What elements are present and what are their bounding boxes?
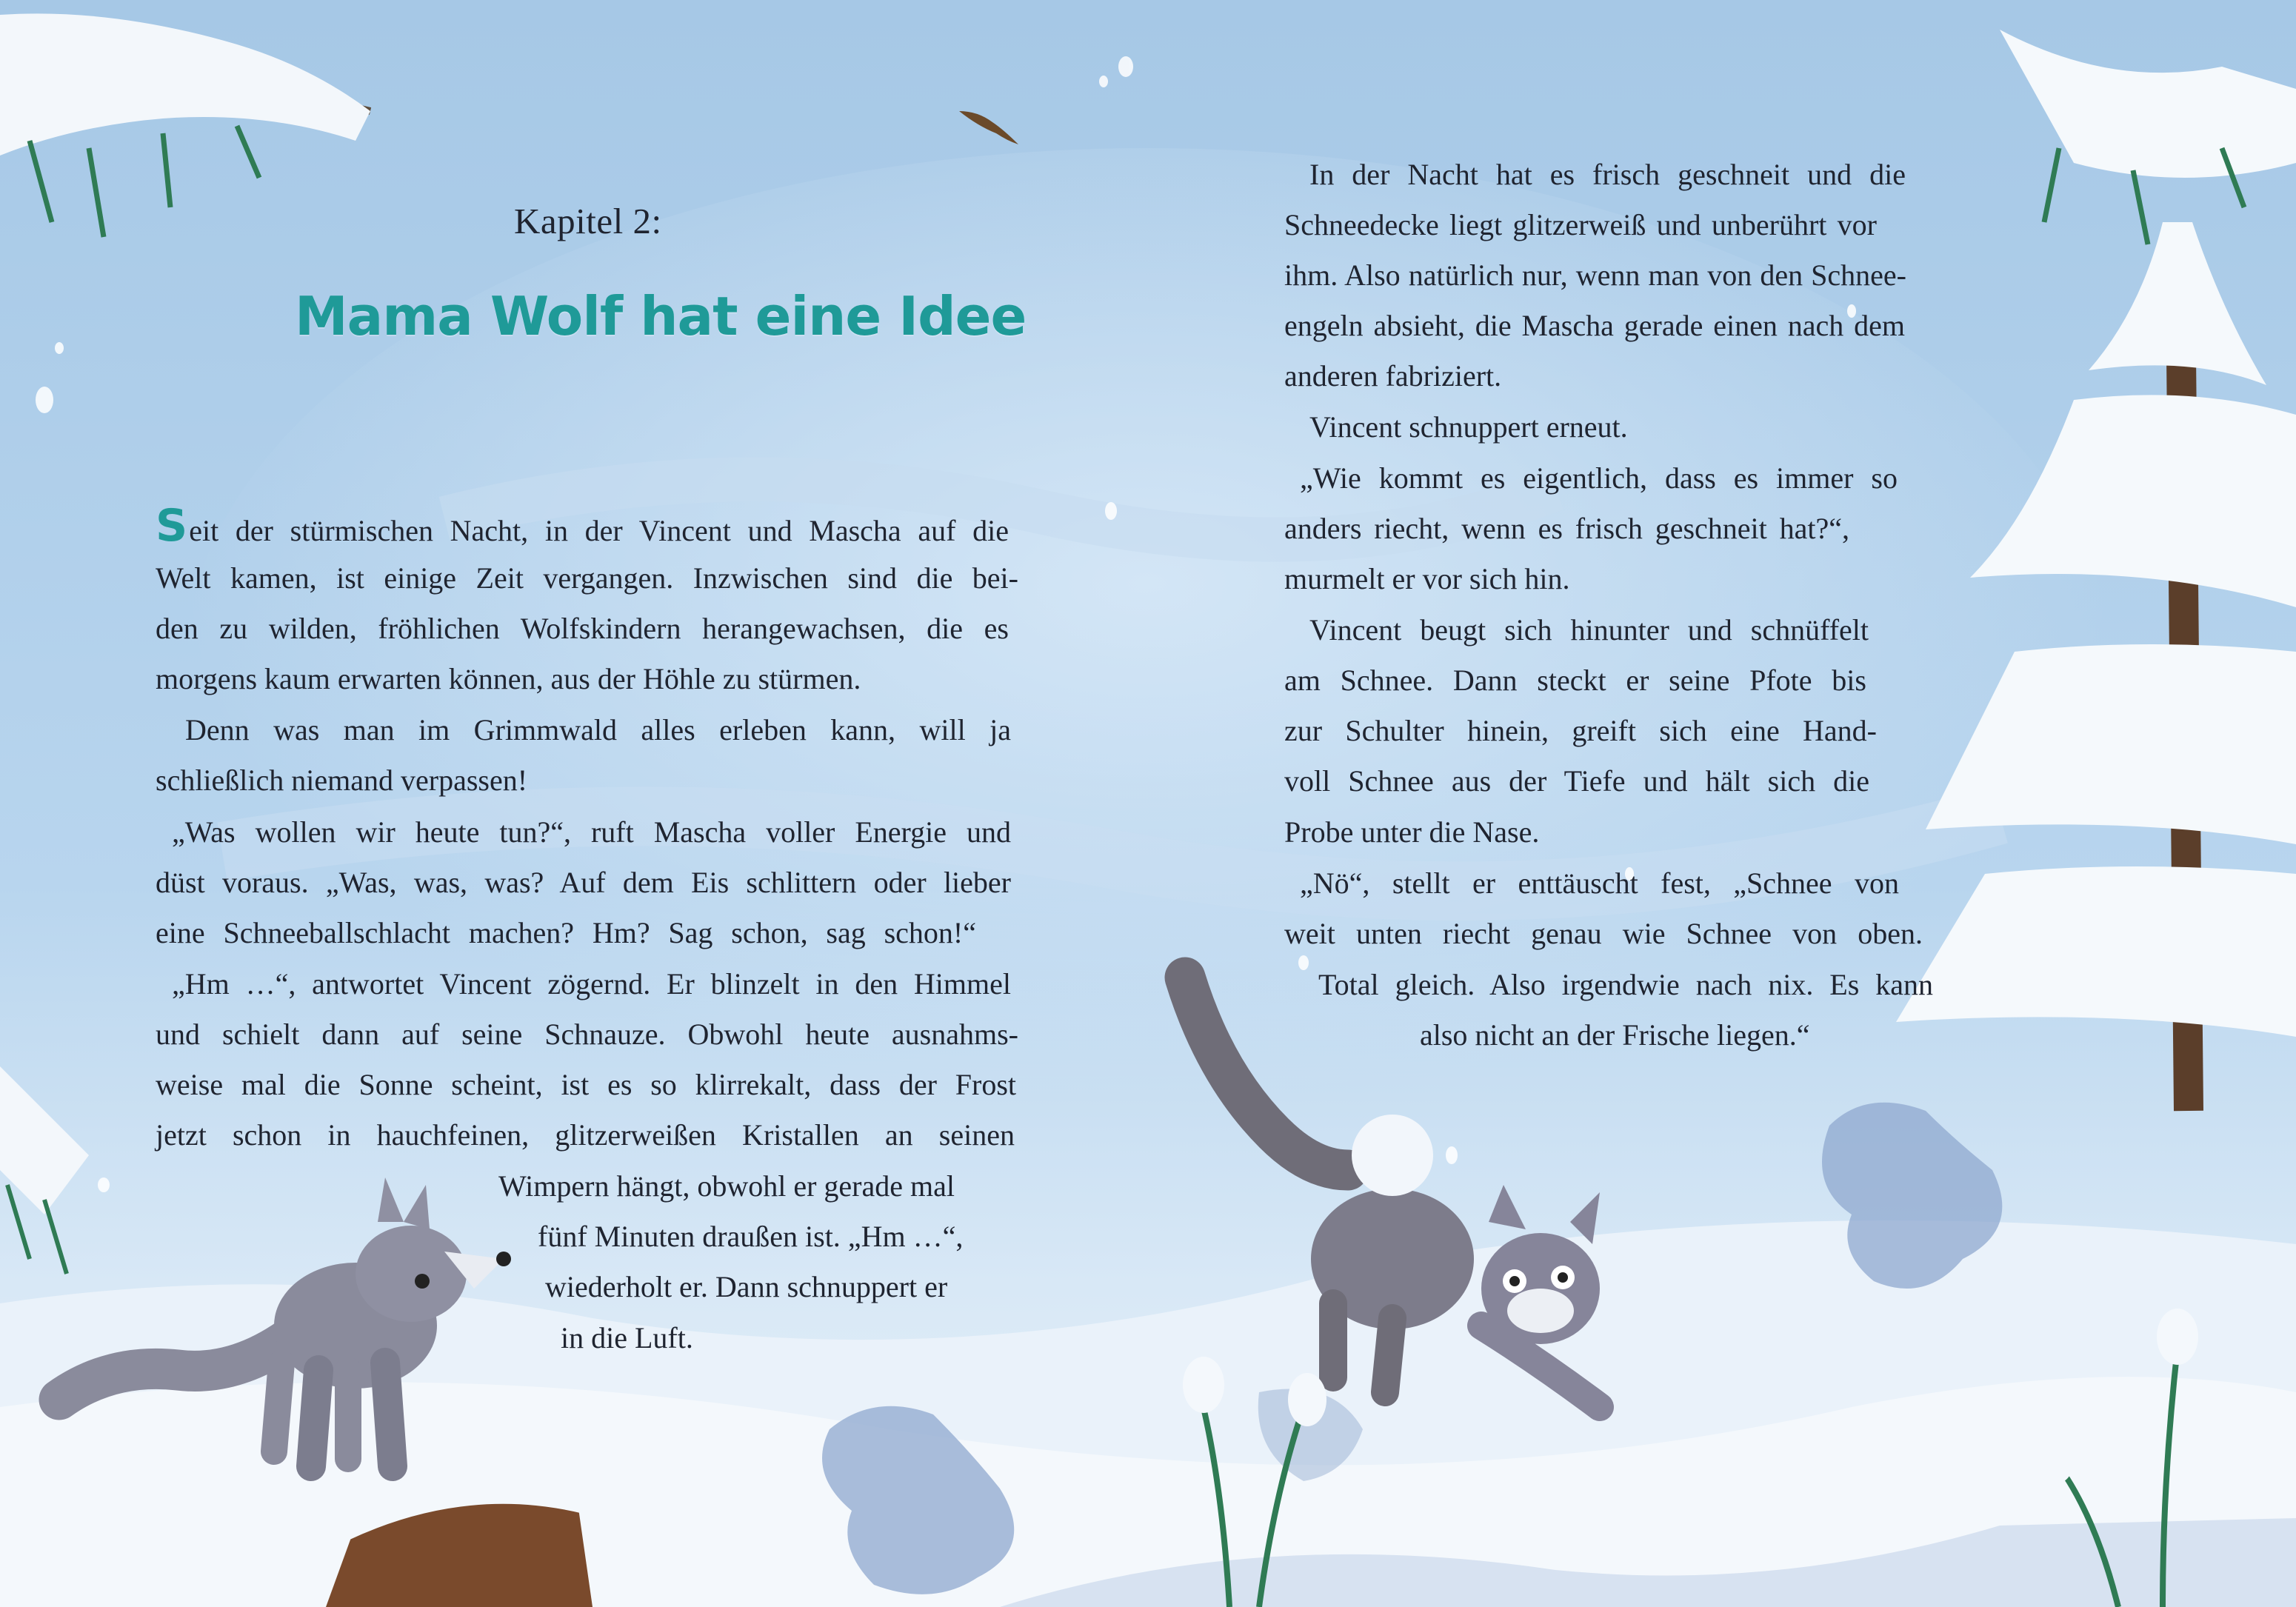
text-line: engeln absieht, die Mascha gerade einen nach dem	[1284, 309, 1905, 342]
text-line: ihm. Also natürlich nur, wenn man von den Schnee-	[1284, 258, 1906, 292]
text-line: morgens kaum erwarten können, aus der Höhle zu stürmen.	[156, 662, 861, 695]
text-line: den zu wilden, fröhlichen Wolfskindern herangewachsen, die es	[156, 612, 1009, 645]
text-line: schließlich niemand verpassen!	[156, 764, 528, 797]
text-line: Welt kamen, ist einige Zeit vergangen. Inzwischen sind die bei-	[156, 561, 1018, 595]
drop-cap: S	[156, 500, 188, 552]
text-line-content: eit der stürmischen Nacht, in der Vincent und Mascha auf die	[189, 514, 1009, 547]
text-line: in die Luft.	[561, 1321, 693, 1354]
text-line: zur Schulter hinein, greift sich eine Hand-	[1284, 714, 1877, 747]
text-line: weit unten riecht genau wie Schnee von oben.	[1284, 917, 1923, 950]
text-line: Wimpern hängt, obwohl er gerade mal	[498, 1169, 955, 1203]
text-line: weise mal die Sonne scheint, ist es so klirrekalt, dass der Frost	[156, 1068, 1016, 1101]
chapter-label: Kapitel 2:	[514, 201, 662, 241]
text-line: also nicht an der Frische liegen.“	[1420, 1018, 1810, 1052]
text-line: „Nö“, stellt er enttäuscht fest, „Schnee von	[1300, 866, 1899, 900]
text-line: Schneedecke liegt glitzerweiß und unberührt vor	[1284, 208, 1877, 241]
text-line: „Hm …“, antwortet Vincent zögernd. Er blinzelt in den Himmel	[172, 967, 1011, 1000]
text-line: düst voraus. „Was, was, was? Auf dem Eis schlittern oder lieber	[156, 866, 1011, 899]
text-line: anderen fabriziert.	[1284, 359, 1502, 392]
text-line: jetzt schon in hauchfeinen, glitzerweißen Kristallen an seinen	[156, 1118, 1015, 1152]
text-line: fünf Minuten draußen ist. „Hm …“,	[538, 1220, 964, 1253]
text-line: eine Schneeballschlacht machen? Hm? Sag schon, sag schon!“	[156, 916, 976, 949]
text-line: „Was wollen wir heute tun?“, ruft Mascha voller Energie und	[172, 815, 1011, 849]
text-line: am Schnee. Dann steckt er seine Pfote bis	[1284, 664, 1866, 697]
text-line	[156, 500, 1009, 552]
text-line: Vincent schnuppert erneut.	[1309, 410, 1628, 444]
text-line: Probe unter die Nase.	[1284, 815, 1540, 849]
text-line: Total gleich. Also irgendwie nach nix. Es kann	[1318, 968, 1933, 1001]
text-line: „Wie kommt es eigentlich, dass es immer so	[1300, 461, 1898, 495]
text-line: In der Nacht hat es frisch geschneit und die	[1309, 158, 1906, 191]
text-line: wiederholt er. Dann schnuppert er	[545, 1270, 948, 1303]
chapter-title: Mama Wolf hat eine Idee	[295, 285, 1027, 347]
text-line: anders riecht, wenn es frisch geschneit hat?“,	[1284, 512, 1849, 545]
text-line: Vincent beugt sich hinunter und schnüffelt	[1309, 613, 1869, 647]
text-line: Denn was man im Grimmwald alles erleben kann, will ja	[185, 713, 1011, 746]
text-line: und schielt dann auf seine Schnauze. Obwohl heute ausnahms-	[156, 1018, 1018, 1051]
text-line: voll Schnee aus der Tiefe und hält sich die	[1284, 764, 1869, 798]
text-line: murmelt er vor sich hin.	[1284, 562, 1570, 595]
